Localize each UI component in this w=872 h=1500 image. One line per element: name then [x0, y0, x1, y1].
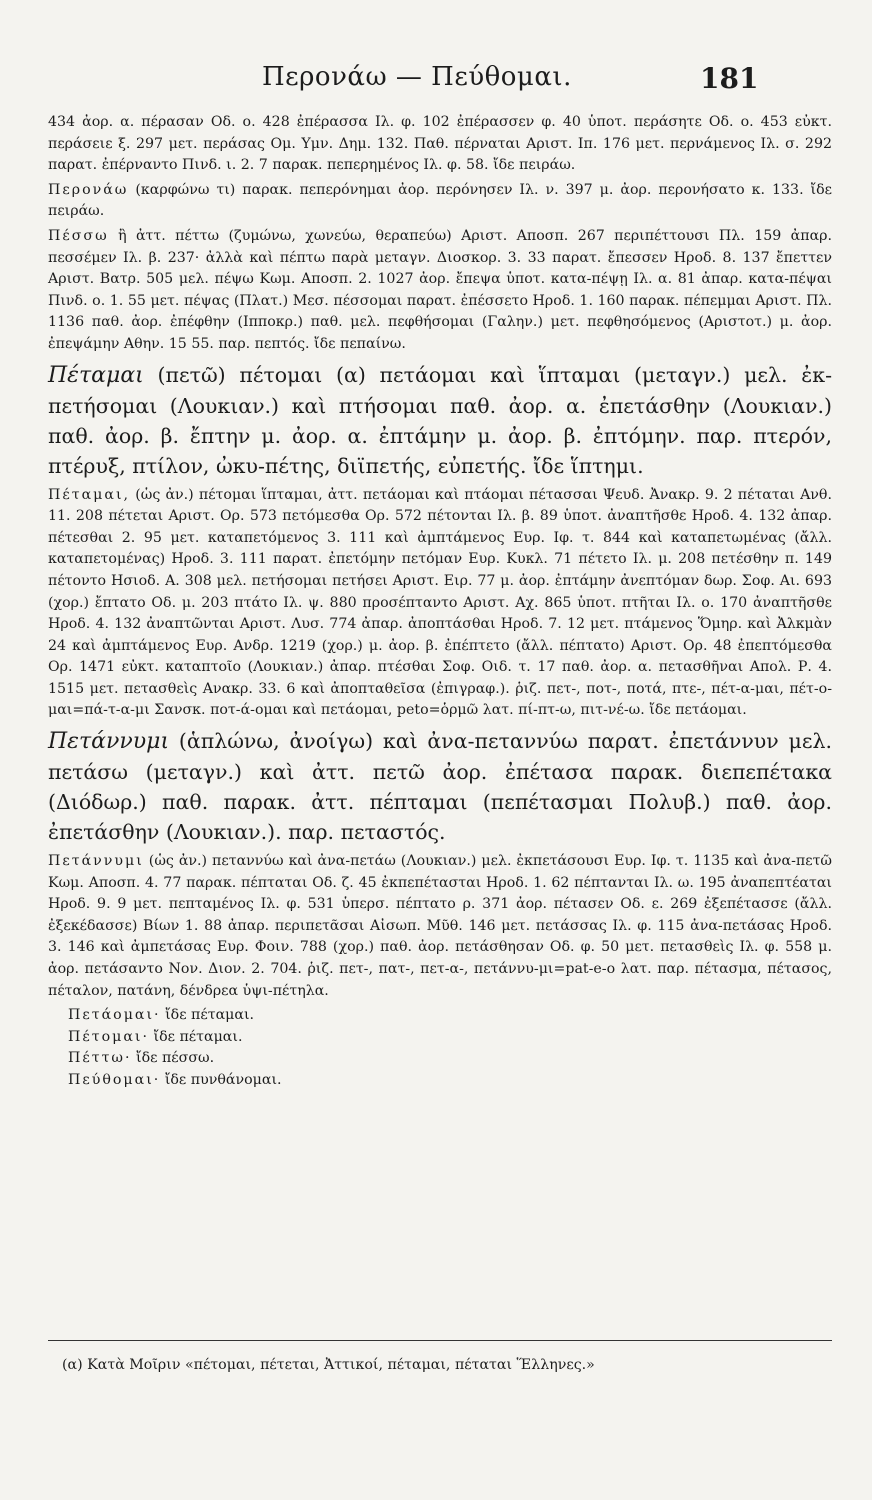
xref-headword: Πεύθομαι·	[68, 1072, 161, 1088]
page-number: 181	[700, 62, 759, 95]
xref-headword: Πέτομαι·	[68, 1028, 149, 1045]
entry-continuation: 434 ἀορ. α. πέρασαν Οδ. ο. 428 ἐπέρασσα Ιλ. φ. 102 ἐπέρασσεν φ. 40 ὑποτ. περάσητε Οδ. ο. 453 εὐκτ. περάσειε ξ. 297 μετ. περάσας Ομ. Υμν. Δημ. 132. Παθ. πέρναται Αριστ. Ιπ. 176 μετ. περνάμενος Ιλ. σ. 292 παρατ. ἐπέρναντο Πινδ. ι. 2. 7 παρακ. πεπερημένος Ιλ. φ. 58. ἴδε πειράω.	[48, 114, 832, 174]
running-title: Περονάω — Πεύθομαι.	[262, 62, 572, 92]
xref-headword: Πέττω·	[68, 1050, 132, 1067]
dictionary-body	[48, 112, 832, 1092]
entry-petamai: Πέταμαι, (ὡς ἀν.) πέτομαι ἵπταμαι, ἀττ. πετάομαι καὶ πτάομαι πέτασσαι Ψευδ. Ἀνακρ. 9. 2 πέταται Ανθ. 11. 208 πέτεται Αριστ. Ορ. 573 πετόμεσθα Ορ. 572 πέτονται Ιλ. β. 89 ὑποτ. ἀναπτῆσθε Ηροδ. 4. 132 ἀπαρ. πέτεσθαι 2. 95 μετ. καταπετόμενος 3. 111 καὶ ἀμπτάμενος Ευρ. Ιφ. τ. 844 καὶ καταπετωμένας (ἄλλ. καταπετομένας) Ηροδ. 3. 111 παρατ. ἐπετόμην πετόμαν Ευρ. Κυκλ. 71 πέτετο Ιλ. μ. 208 πετέσθην π. 149 πέτοντο Ησιοδ. Α. 308 μελ. πετήσομαι πετήσει Αριστ. Ειρ. 77 μ. ἀορ. ἐπτάμην ἀνεπτόμαν δωρ. Σοφ. Αι. 693 (χορ.) ἔπτατο Οδ. μ. 203 πτάτο Ιλ. ψ. 880 προσέπταντο Αριστ. Αχ. 865 ὑποτ. πτῆται Ιλ. ο. 170 ἀναπτῆσθε Ηροδ. 4. 132 ἀναπτῶνται Αριστ. Λυσ. 774 ἀπαρ. ἀποπτάσθαι Ηροδ. 7. 12 μετ. πτάμενος Ὅμηρ. καὶ Ἀλκμὰν 24 καὶ ἀμπτάμενος Ευρ. Ανδρ. 1219 (χορ.) μ. ἀορ. β. ἐπέπτετο (ἄλλ. πέπτατο) Αριστ. Ορ. 48 ἐπεπτόμεσθα Ορ. 1471 εὐκτ. καταπτοῖο (Λουκιαν.) ἀπαρ. πτέσθαι Σοφ. Οιδ. τ. 17 παθ. ἀορ. α. πετασθῆναι Απολ. Ρ. 4. 1515 μετ. πετασθεὶς Ανακρ. 33. 6 καὶ ἀποπταθεῖσα (ἐπιγραφ.). ῥιζ. πετ-, ποτ-, ποτά, πτε-, πέτ-α-μαι, πέτ-ο-μαι=πά-τ-α-μι Σανσκ. ποτ-ά-ομαι καὶ πετάομαι, peto=ὁρμῶ λατ. πί-πτ-ω, πιτ-νέ-ω. ἴδε πετάομαι.	[48, 486, 832, 719]
footnote: (α) Κατὰ Μοῖριν «πέτομαι, πέτεται, Ἀττικοί, πέταμαι, πέταται Ἕλληνες.»	[62, 1357, 595, 1373]
entry-headword: Πέσσω	[48, 227, 109, 244]
lemma-headword: Πέταμαι	[48, 362, 144, 388]
lemma-petannymi: Πετάννυμι (ἁπλώνω, ἀνοίγω) καὶ ἀνα-πεταννύω παρατ. ἐπετάννυν μελ. πετάσω (μεταγν.) καὶ ἀττ. πετῶ ἀορ. ἐπέτασα παρακ. διεπεπέτακα (Διόδωρ.) παθ. παρακ. ἀττ. πέπταμαι (πεπέτασμαι Πολυβ.) παθ. ἀορ. ἐπετάσθην (Λουκιαν.). παρ. πεταστός.	[48, 729, 832, 845]
footnote-divider	[48, 1340, 832, 1341]
xref-petaomai: Πετάομαι· ἴδε πέταμαι.	[68, 1007, 255, 1024]
xref-petto: Πέττω· ἴδε πέσσω.	[68, 1050, 215, 1067]
entry-petannymi: Πετάννυμι (ὡς ἀν.) πεταννύω καὶ ἀνα-πετάω (Λουκιαν.) μελ. ἐκπετάσουσι Ευρ. Ιφ. τ. 1135 καὶ ἀνα-πετῶ Κωμ. Αποσπ. 4. 77 παρακ. πέπταται Οδ. ζ. 45 ἐκπεπέτασται Ηροδ. 1. 62 πέπτανται Ιλ. ω. 195 ἀναπεπτέαται Ηροδ. 9. 9 μετ. πεπταμένος Ιλ. φ. 531 ὑπερσ. πέπτατο ρ. 371 ἀορ. πέτασεν Οδ. ε. 269 ἐξεπέτασσε (ἄλλ. ἐξεκέδασσε) Βίων 1. 88 ἀπαρ. περιπετᾶσαι Αἰσωπ. Μῦθ. 146 μετ. πετάσσας Ιλ. φ. 115 ἀνα-πετάσας Ηροδ. 3. 146 καὶ ἀμπετάσας Ευρ. Φοιν. 788 (χορ.) παθ. ἀορ. πετάσθησαν Οδ. φ. 50 μετ. πετασθεὶς Ιλ. φ. 558 μ. ἀορ. πετάσαντο Νον. Διον. 2. 704. ῥιζ. πετ-, πατ-, πετ-α-, πετάννυ-μι=pat-e-o λατ. παρ. πέτασμα, πέτασος, πέταλον, πατάνη, δένδρεα ὑψι-πέτηλα.	[48, 853, 832, 999]
lemma-petamai: Πέταμαι (πετῶ) πέτομαι (α) πετάομαι καὶ ἵπταμαι (μεταγν.) μελ. ἐκ-πετήσομαι (Λουκιαν.) καὶ πτήσομαι παθ. ἀορ. α. ἐπετάσθην (Λουκιαν.) παθ. ἀορ. β. ἔπτην μ. ἀορ. α. ἐπτάμην μ. ἀορ. β. ἐπτόμην. παρ. πτερόν, πτέρυξ, πτίλον, ὠκυ-πέτης, διϊπετής, εὐπετής. ἴδε ἵπτημι.	[48, 362, 832, 478]
xref-headword: Πετάομαι·	[68, 1007, 161, 1024]
xref-peuthomai: Πεύθομαι· ἴδε πυνθάνομαι.	[68, 1072, 282, 1088]
entry-pesso: Πέσσω ἢ ἀττ. πέττω (ζυμώνω, χωνεύω, θεραπεύω) Αριστ. Αποσπ. 267 περιπέττουσι Πλ. 159 ἀπαρ. πεσσέμεν Ιλ. β. 237· ἀλλὰ καὶ πέπτω παρὰ μεταγν. Διοσκορ. 3. 33 παρατ. ἔπεσσεν Ηροδ. 8. 137 ἔπεττεν Αριστ. Βατρ. 505 μελ. πέψω Κωμ. Αποσπ. 2. 1027 ἀορ. ἔπεψα ὑποτ. κατα-πέψῃ Ιλ. α. 81 ἀπαρ. κατα-πέψαι Πινδ. ο. 1. 55 μετ. πέψας (Πλατ.) Μεσ. πέσσομαι παρατ. ἐπέσσετο Ηροδ. 1. 160 παρακ. πέπεμμαι Αριστ. Πλ. 1136 παθ. ἀορ. ἐπέφθην (Ιπποκρ.) παθ. μελ. πεφθήσομαι (Γαλην.) μετ. πεφθησόμενος (Αριστοτ.) μ. ἀορ. ἐπεψάμην Αθην. 15 55. παρ. πεπτός. ἴδε πεπαίνω.	[48, 227, 832, 352]
entry-headword: Πετάννυμι	[48, 853, 144, 870]
entry-peronao: Περονάω (καρφώνω τι) παρακ. πεπερόνημαι ἀορ. περόνησεν Ιλ. ν. 397 μ. ἀορ. περονήσατο κ. 133. ἴδε πειράω.	[48, 181, 833, 220]
page-header	[0, 62, 872, 102]
entry-headword: Περονάω	[48, 181, 129, 198]
xref-petomai: Πέτομαι· ἴδε πέταμαι.	[68, 1028, 243, 1045]
lemma-headword: Πετάννυμι	[48, 729, 170, 755]
entry-headword: Πέταμαι,	[48, 486, 131, 503]
